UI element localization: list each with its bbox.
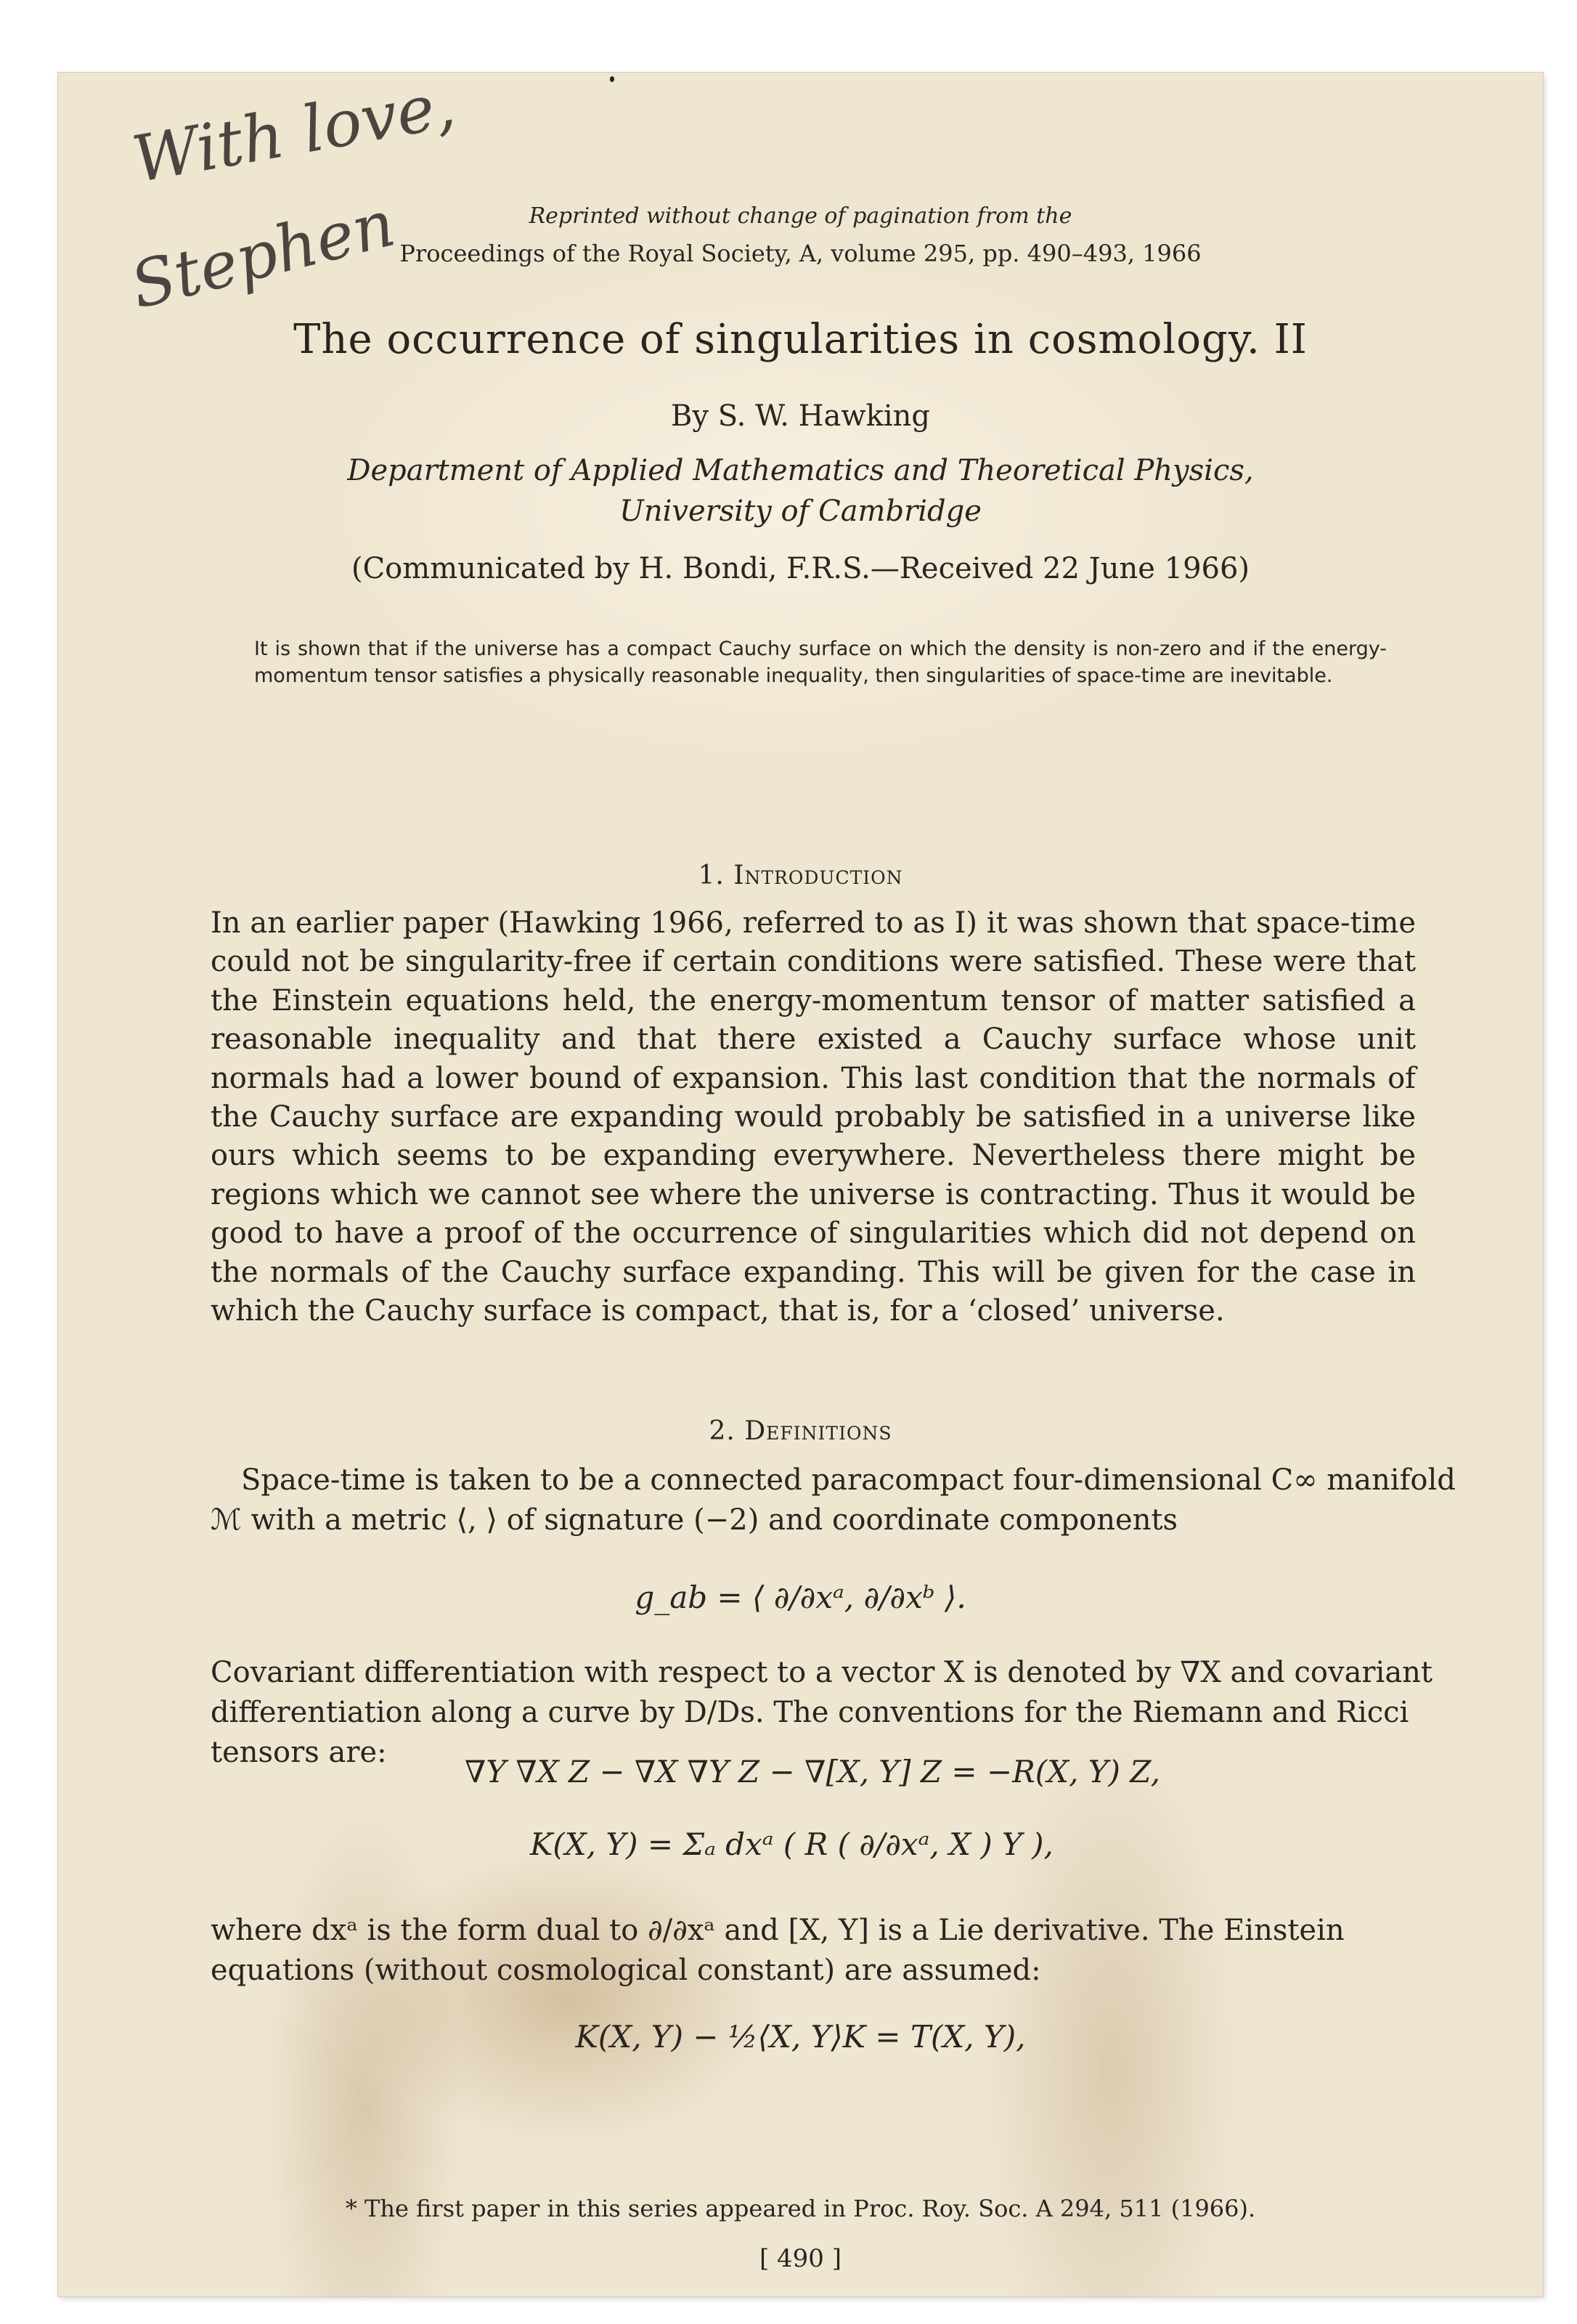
affiliation-line1: Department of Applied Mathematics and Theoretical Physics, bbox=[347, 454, 1254, 487]
equation-metric: g_ab = ⟨ ∂/∂xᵃ, ∂/∂xᵇ ⟩. bbox=[635, 1580, 966, 1615]
covariant-line-3: tensors are: bbox=[211, 1736, 387, 1769]
where-line-2: equations (without cosmological constant) are assumed: bbox=[211, 1954, 1041, 1987]
definitions-line-1: Space-time is taken to be a connected paracompact four-dimensional C∞ manifold bbox=[241, 1463, 1456, 1497]
where-line-1: where dxᵃ is the form dual to ∂/∂xᵃ and [X, Y] is a Lie derivative. The Einstein bbox=[211, 1914, 1345, 1947]
author-byline: By S. W. Hawking bbox=[670, 399, 931, 433]
equation-ricci: K(X, Y) = Σₐ dxᵃ ( R ( ∂/∂xᵃ, X ) Y ), bbox=[530, 1827, 1054, 1862]
paper-title: The occurrence of singularities in cosmology. II bbox=[293, 316, 1308, 363]
affiliation bbox=[58, 450, 1543, 532]
journal-citation: Proceedings of the Royal Society, A, volume 295, pp. 490–493, 1966 bbox=[399, 240, 1202, 267]
introduction-paragraph: In an earlier paper (Hawking 1966, referred to as I) it was shown that space-time could not be singularity-free if certain conditions were satisfied. These were that the Einstein equations held, the energy-momentum tensor of matter satisfied a reasonable inequality and that there existed a Cauchy surface whose unit normals had a lower bound of expansion. This last condition that the normals of the Cauchy surface are expanding would probably be satisfied in a universe like ours which seems to be expanding everywhere. Nevertheless there might be regions which we cannot see where the universe is contracting. Thus it would be good to have a proof of the occurrence of singularities which did not depend on the normals of the Cauchy surface expanding. This will be given for the case in which the Cauchy surface is compact, that is, for a ‘closed’ universe. bbox=[211, 906, 1416, 1328]
section-heading-definitions: 2. Definitions bbox=[709, 1416, 892, 1446]
definitions-line-2: ℳ with a metric ⟨, ⟩ of signature (−2) and coordinate components bbox=[211, 1503, 1178, 1537]
affiliation-line2: University of Cambridge bbox=[619, 495, 982, 528]
handwritten-inscription-line1: With love, bbox=[127, 67, 461, 198]
page-number: [ 490 ] bbox=[759, 2244, 842, 2273]
handwritten-signature: Stephen bbox=[123, 185, 402, 323]
ink-speck-icon bbox=[610, 76, 614, 82]
covariant-line-2: differentiation along a curve by D/Ds. The conventions for the Riemann and Ricci bbox=[211, 1696, 1409, 1729]
footnote: * The first paper in this series appeared in Proc. Roy. Soc. A 294, 511 (1966). bbox=[345, 2195, 1256, 2222]
paper-sheet bbox=[58, 67, 1543, 2296]
abstract: It is shown that if the universe has a compact Cauchy surface on which the density is non-zero and if the energy-momentum tensor satisfies a physically reasonable inequality, then singularities of space-time are inevitable. bbox=[254, 638, 1387, 687]
equation-einstein: K(X, Y) − ½⟨X, Y⟩K = T(X, Y), bbox=[575, 2019, 1026, 2055]
equation-riemann: ∇Y ∇X Z − ∇X ∇Y Z − ∇[X, Y] Z = −R(X, Y) Z, bbox=[465, 1754, 1161, 1789]
reprint-note: Reprinted without change of pagination from the bbox=[529, 203, 1072, 229]
covariant-line-1: Covariant differentiation with respect to a vector X is denoted by ∇X and covariant bbox=[211, 1656, 1433, 1689]
communication-note: (Communicated by H. Bondi, F.R.S.—Received 22 June 1966) bbox=[351, 552, 1250, 585]
section-heading-introduction: 1. Introduction bbox=[698, 861, 903, 890]
